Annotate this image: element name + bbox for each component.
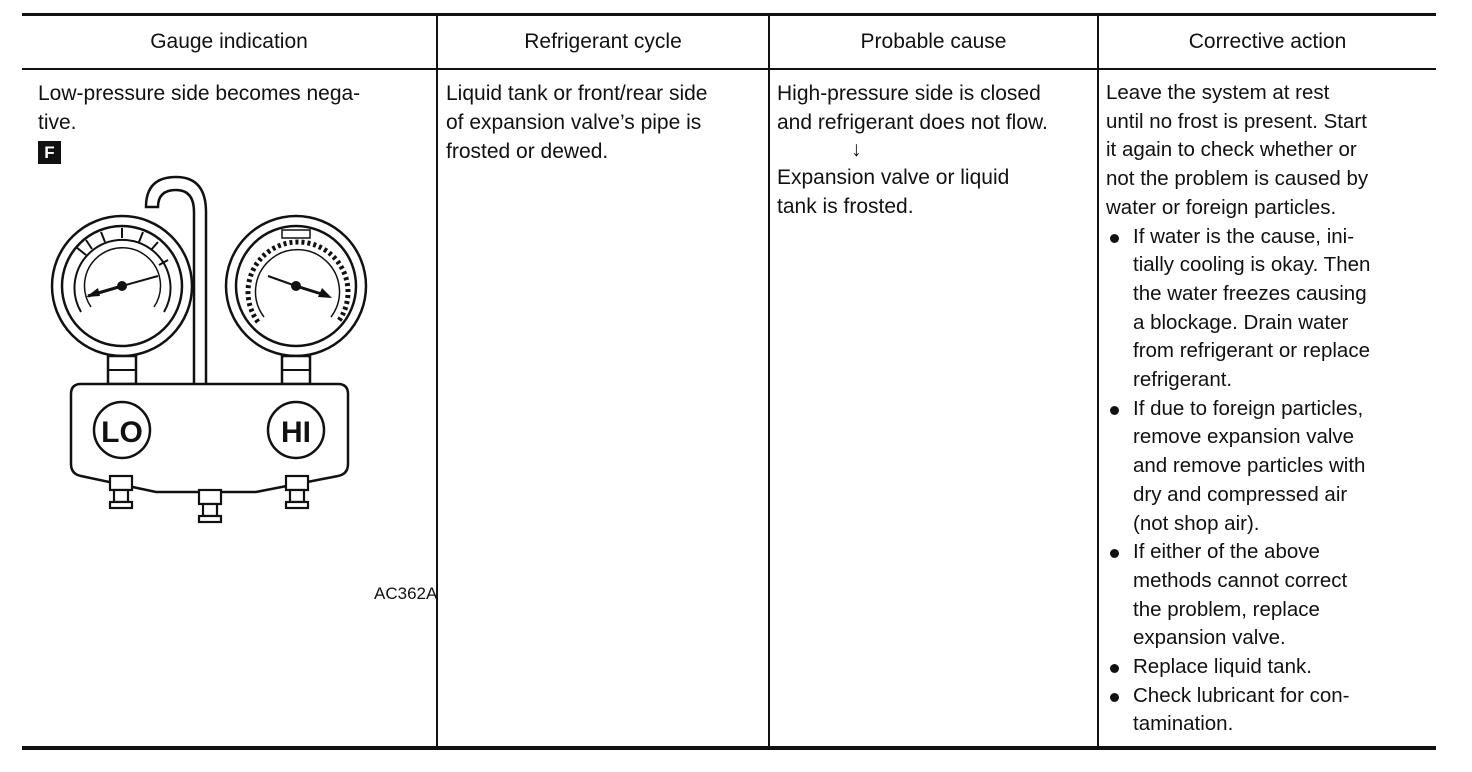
list-item: Check lubricant for con- tamination. [1106, 682, 1432, 739]
down-arrow-icon: ↓ [851, 138, 862, 161]
corrective-action-list [1106, 223, 1432, 740]
probable-cause-line2: Expansion valve or liquid tank is frosted. [777, 166, 1010, 218]
high-pressure-gauge [226, 216, 366, 384]
refrigerant-cycle-text: Liquid tank or front/rear side of expansion valve’s pipe is frosted or dewed. [446, 82, 708, 163]
header-refrigerant-cycle: Refrigerant cycle [524, 30, 682, 53]
list-item: If either of the above methods cannot correct the problem, replace expansion valve. [1106, 538, 1432, 653]
column-divider [768, 13, 770, 748]
refrigerant-cycle-cell [446, 79, 764, 166]
probable-cause-line1: High-pressure side is closed and refrigerant does not flow. [777, 82, 1048, 134]
lo-label: LO [101, 416, 143, 449]
list-item: If water is the cause, ini- tially cooling is okay. Then the water freezes causing a blockage. Drain water from refrigerant or replace refrigerant. [1106, 223, 1432, 395]
manifold-gauge-illustration [46, 172, 386, 542]
corrective-action-cell [1106, 79, 1432, 739]
header-rule [22, 68, 1436, 70]
gauge-indication-text: Low-pressure side becomes nega- tive. [38, 82, 361, 134]
list-item: If due to foreign particles, remove expansion valve and remove particles with dry and compressed air (not shop air). [1106, 395, 1432, 539]
list-item: Replace liquid tank. [1106, 653, 1432, 682]
corrective-action-intro: Leave the system at rest until no frost is present. Start it again to check whether or not the problem is caused by water or foreign particles. [1106, 81, 1369, 219]
header-probable-cause: Probable cause [860, 30, 1007, 53]
low-pressure-gauge [52, 216, 192, 384]
probable-cause-cell [777, 79, 1093, 221]
gauge-indication-cell [38, 79, 438, 739]
column-divider [1097, 13, 1099, 748]
hi-label: HI [281, 416, 311, 449]
f-badge: F [38, 141, 61, 164]
header-corrective-action: Corrective action [1188, 30, 1347, 53]
header-gauge-indication: Gauge indication [150, 30, 308, 53]
column-divider [436, 13, 438, 748]
troubleshooting-table [22, 13, 1436, 749]
figure-id: AC362A [374, 584, 438, 603]
table-bottom-rule [22, 746, 1436, 750]
